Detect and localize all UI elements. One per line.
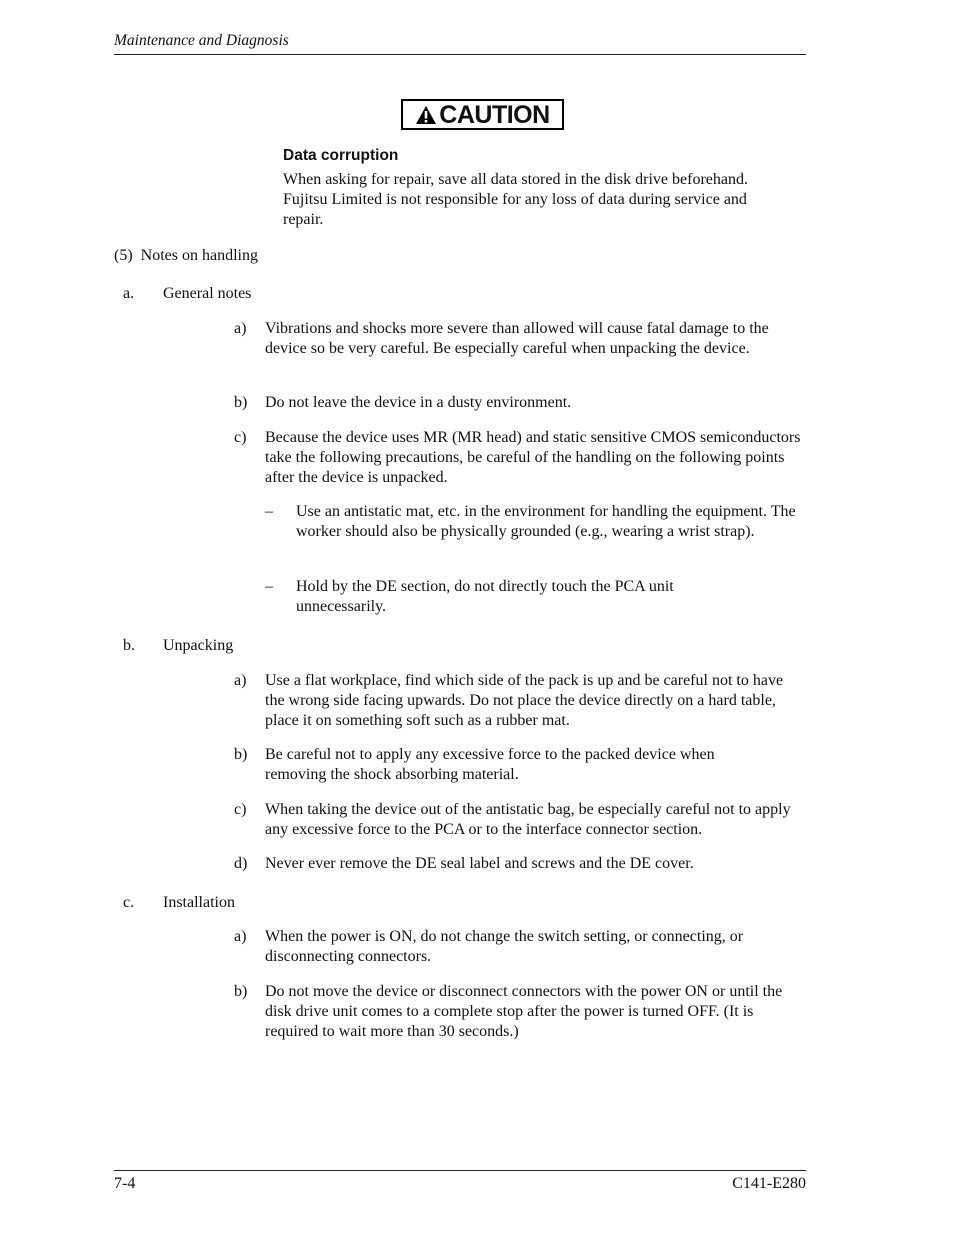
document-id: C141-E280 (732, 1175, 806, 1192)
list-item: Do not leave the device in a dusty environment. (265, 394, 572, 411)
header-rule (114, 54, 806, 55)
running-header: Maintenance and Diagnosis (114, 32, 289, 49)
section-number: (5) (114, 247, 133, 264)
list-item: Use a flat workplace, find which side of the pack is up and be careful not to have the wrong side facing upwards. Do not place the device directly on a hard table, place it on something soft such as a rubber mat. (265, 672, 784, 729)
list-item: Never ever remove the DE seal label and screws and the DE cover. (265, 855, 694, 872)
subsection-title: General notes (163, 285, 252, 302)
list-item: Vibrations and shocks more severe than allowed will cause fatal damage to the device so be very careful. Be especially careful when unpacking the device. (265, 320, 769, 357)
list-item: When taking the device out of the antistatic bag, be especially careful not to apply any excessive force to the PCA or to the interface connector section. (265, 801, 791, 838)
caution-title: Data corruption (283, 147, 399, 164)
subsection-marker: c. (123, 894, 135, 911)
list-item: Because the device uses MR (MR head) and static sensitive CMOS semiconductors take the following precautions, be careful of the handling on the following points after the device is unpacked. (265, 429, 801, 486)
page-number: 7-4 (114, 1175, 136, 1192)
item-letter: a) (234, 320, 247, 337)
list-item: Be careful not to apply any excessive force to the packed device when removing the shock absorbing material. (265, 746, 715, 783)
dash-bullet: – (265, 503, 273, 520)
item-letter: d) (234, 855, 248, 872)
footer-rule (114, 1170, 806, 1171)
caution-body: When asking for repair, save all data stored in the disk drive beforehand. Fujitsu Limited is not responsible for any loss of data during service and repair. (283, 171, 748, 228)
subsection-marker: a. (123, 285, 135, 302)
item-letter: b) (234, 394, 248, 411)
subsection-marker: b. (123, 637, 135, 654)
item-letter: b) (234, 746, 248, 763)
list-item: Do not move the device or disconnect connectors with the power ON or until the disk drive unit comes to a complete stop after the power is turned OFF. (It is required to wait more than 30 seconds.) (265, 983, 783, 1040)
sub-list-item: Use an antistatic mat, etc. in the environment for handling the equipment. The worker should also be physically grounded (e.g., wearing a wrist strap). (296, 503, 796, 540)
caution-text: CAUTION (439, 100, 550, 129)
caution-label (401, 99, 564, 130)
subsection-title: Unpacking (163, 637, 234, 654)
section-title: Notes on handling (140, 247, 258, 264)
dash-bullet: – (265, 578, 273, 595)
item-letter: c) (234, 801, 247, 818)
warning-triangle-icon (415, 105, 437, 125)
item-letter: a) (234, 928, 247, 945)
sub-list-item: Hold by the DE section, do not directly touch the PCA unit unnecessarily. (296, 578, 674, 615)
section-heading (114, 246, 258, 266)
subsection-title: Installation (163, 894, 235, 911)
item-letter: a) (234, 672, 247, 689)
item-letter: c) (234, 429, 247, 446)
item-letter: b) (234, 983, 248, 1000)
list-item: When the power is ON, do not change the switch setting, or connecting, or disconnecting connectors. (265, 928, 744, 965)
